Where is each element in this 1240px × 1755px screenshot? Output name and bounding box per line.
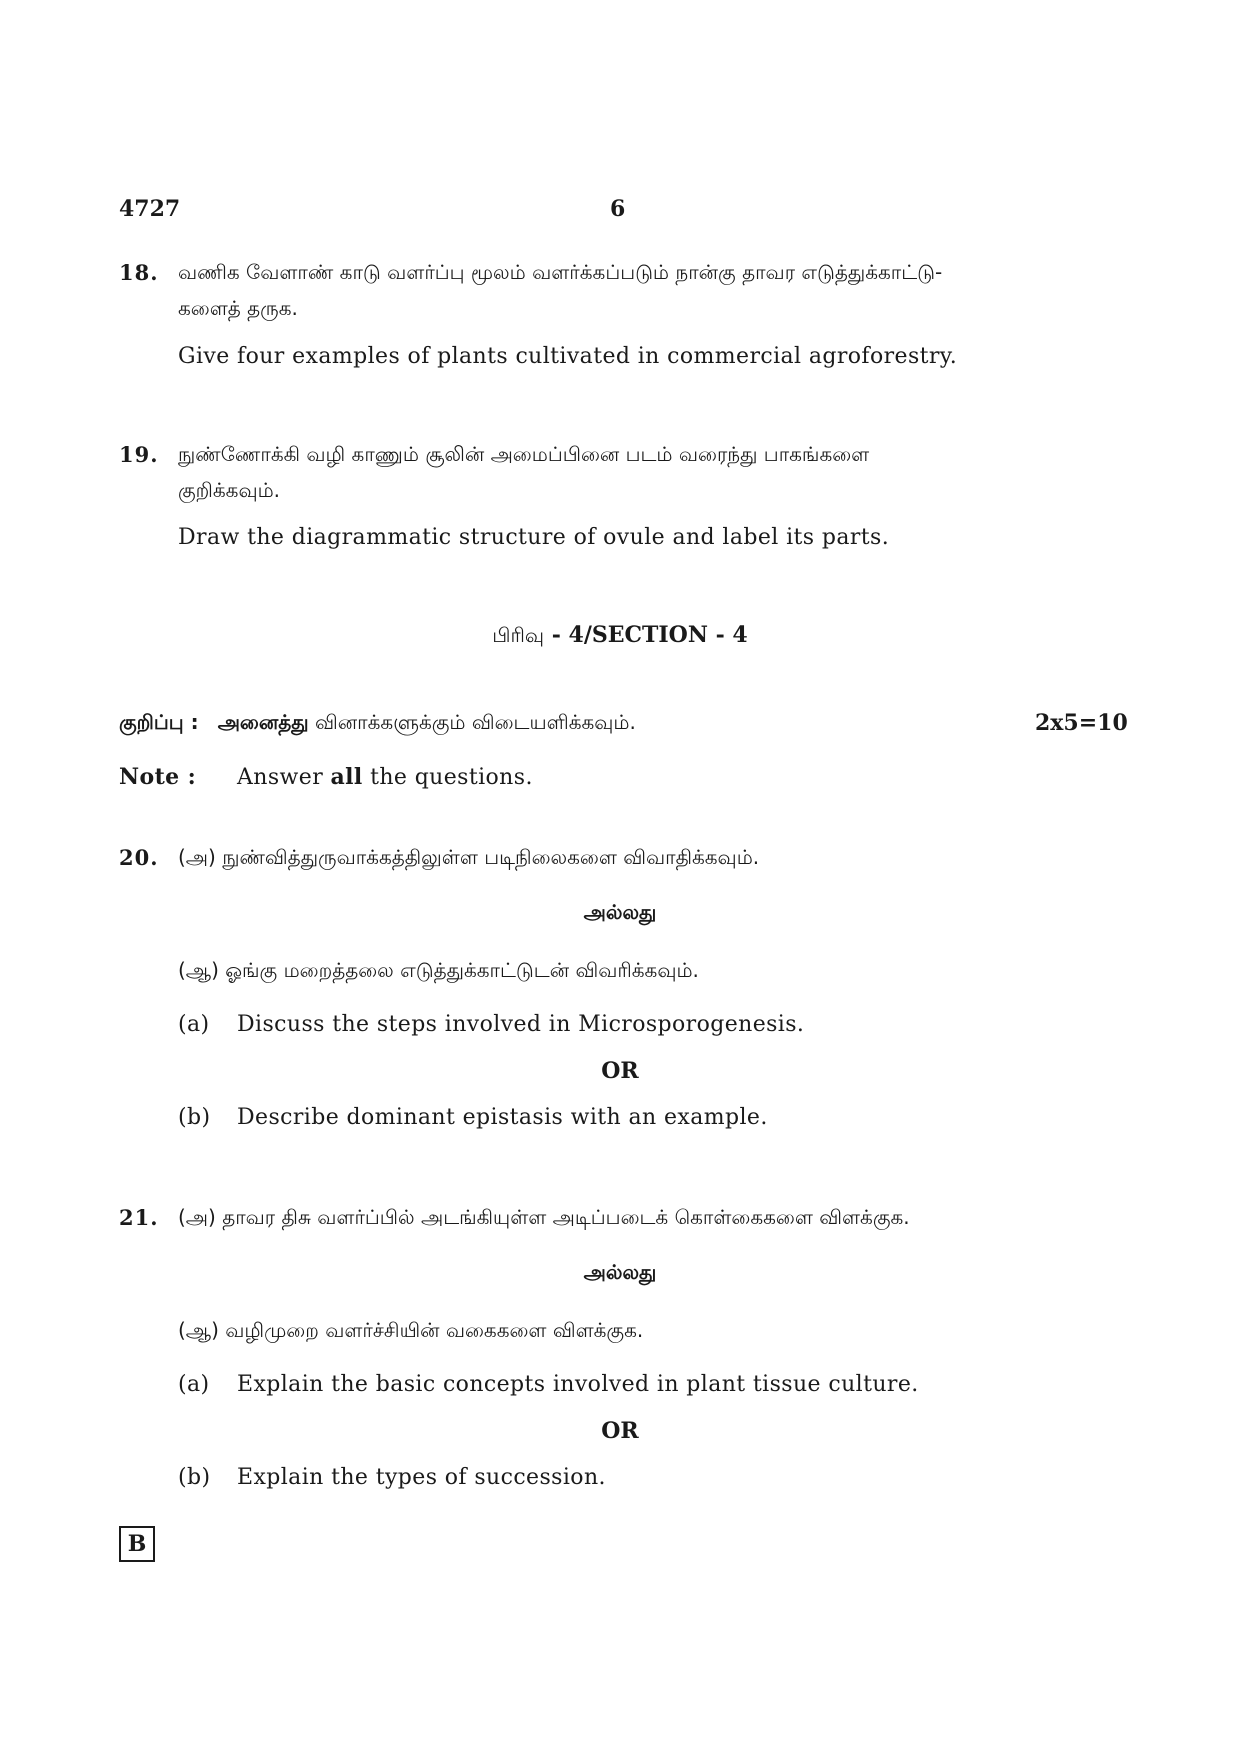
question-number-19: 19. bbox=[119, 442, 159, 467]
note-english bbox=[237, 764, 533, 790]
q21-english-or: OR bbox=[601, 1418, 639, 1444]
note-english-bold: all bbox=[330, 764, 363, 790]
q19-english: Draw the diagrammatic structure of ovule and label its parts. bbox=[178, 525, 890, 550]
note-tamil bbox=[119, 710, 636, 737]
note-tamil-rest: வினாக்களுக்கும் விடையளிக்கவும். bbox=[308, 710, 636, 734]
paper-code: 4727 bbox=[119, 196, 181, 222]
q19-tamil-line2: குறிக்கவும். bbox=[178, 478, 281, 502]
question-number-18: 18. bbox=[119, 260, 159, 285]
q20-label-b: (b) bbox=[178, 1105, 211, 1130]
q20-english-b: Describe dominant epistasis with an example. bbox=[237, 1105, 768, 1130]
note-english-label: Note : bbox=[119, 764, 197, 790]
q20-tamil-or: அல்லது bbox=[583, 900, 657, 924]
marks: 2x5=10 bbox=[1035, 710, 1128, 736]
q18-english: Give four examples of plants cultivated in commercial agroforestry. bbox=[178, 344, 958, 369]
q20-tamil-b: (ஆ) ஓங்கு மறைத்தலை எடுத்துக்காட்டுடன் விவரிக்கவும். bbox=[178, 958, 699, 982]
q21-tamil-or: அல்லது bbox=[583, 1260, 657, 1284]
q20-english-a: Discuss the steps involved in Microsporogenesis. bbox=[237, 1012, 805, 1037]
q20-label-a: (a) bbox=[178, 1012, 210, 1037]
q18-tamil-line2: களைத் தருக. bbox=[178, 296, 298, 320]
section-heading-tamil: பிரிவு bbox=[492, 623, 545, 647]
q21-label-a: (a) bbox=[178, 1372, 210, 1397]
note-english-pre: Answer bbox=[237, 765, 331, 790]
section-heading bbox=[0, 622, 1240, 650]
q21-tamil-b: (ஆ) வழிமுறை வளர்ச்சியின் வகைகளை விளக்குக. bbox=[178, 1318, 644, 1342]
q18-tamil-line1: வணிக வேளாண் காடு வளர்ப்பு மூலம் வளர்க்கப்படும் நான்கு தாவர எடுத்துக்காட்டு- bbox=[178, 260, 943, 284]
booklet-code-box: B bbox=[119, 1526, 155, 1562]
note-tamil-bold: அனைத்து bbox=[217, 710, 309, 734]
section-heading-rest: - 4/SECTION - 4 bbox=[544, 622, 748, 648]
note-english-post: the questions. bbox=[362, 765, 533, 790]
q20-english-or: OR bbox=[601, 1058, 639, 1084]
question-number-20: 20. bbox=[119, 845, 159, 870]
q19-tamil-line1: நுண்ணோக்கி வழி காணும் சூலின் அமைப்பினை படம் வரைந்து பாகங்களை bbox=[178, 442, 870, 466]
question-number-21: 21. bbox=[119, 1205, 159, 1230]
q21-english-a: Explain the basic concepts involved in plant tissue culture. bbox=[237, 1372, 919, 1397]
note-tamil-label: குறிப்பு : bbox=[119, 710, 199, 734]
q21-tamil-a: (அ) தாவர திசு வளர்ப்பில் அடங்கியுள்ள அடிப்படைக் கொள்கைகளை விளக்குக. bbox=[178, 1205, 910, 1229]
q20-tamil-a: (அ) நுண்வித்துருவாக்கத்திலுள்ள படிநிலைகளை விவாதிக்கவும். bbox=[178, 845, 760, 869]
q21-english-b: Explain the types of succession. bbox=[237, 1465, 606, 1490]
page-number: 6 bbox=[610, 196, 626, 222]
q21-label-b: (b) bbox=[178, 1465, 211, 1490]
